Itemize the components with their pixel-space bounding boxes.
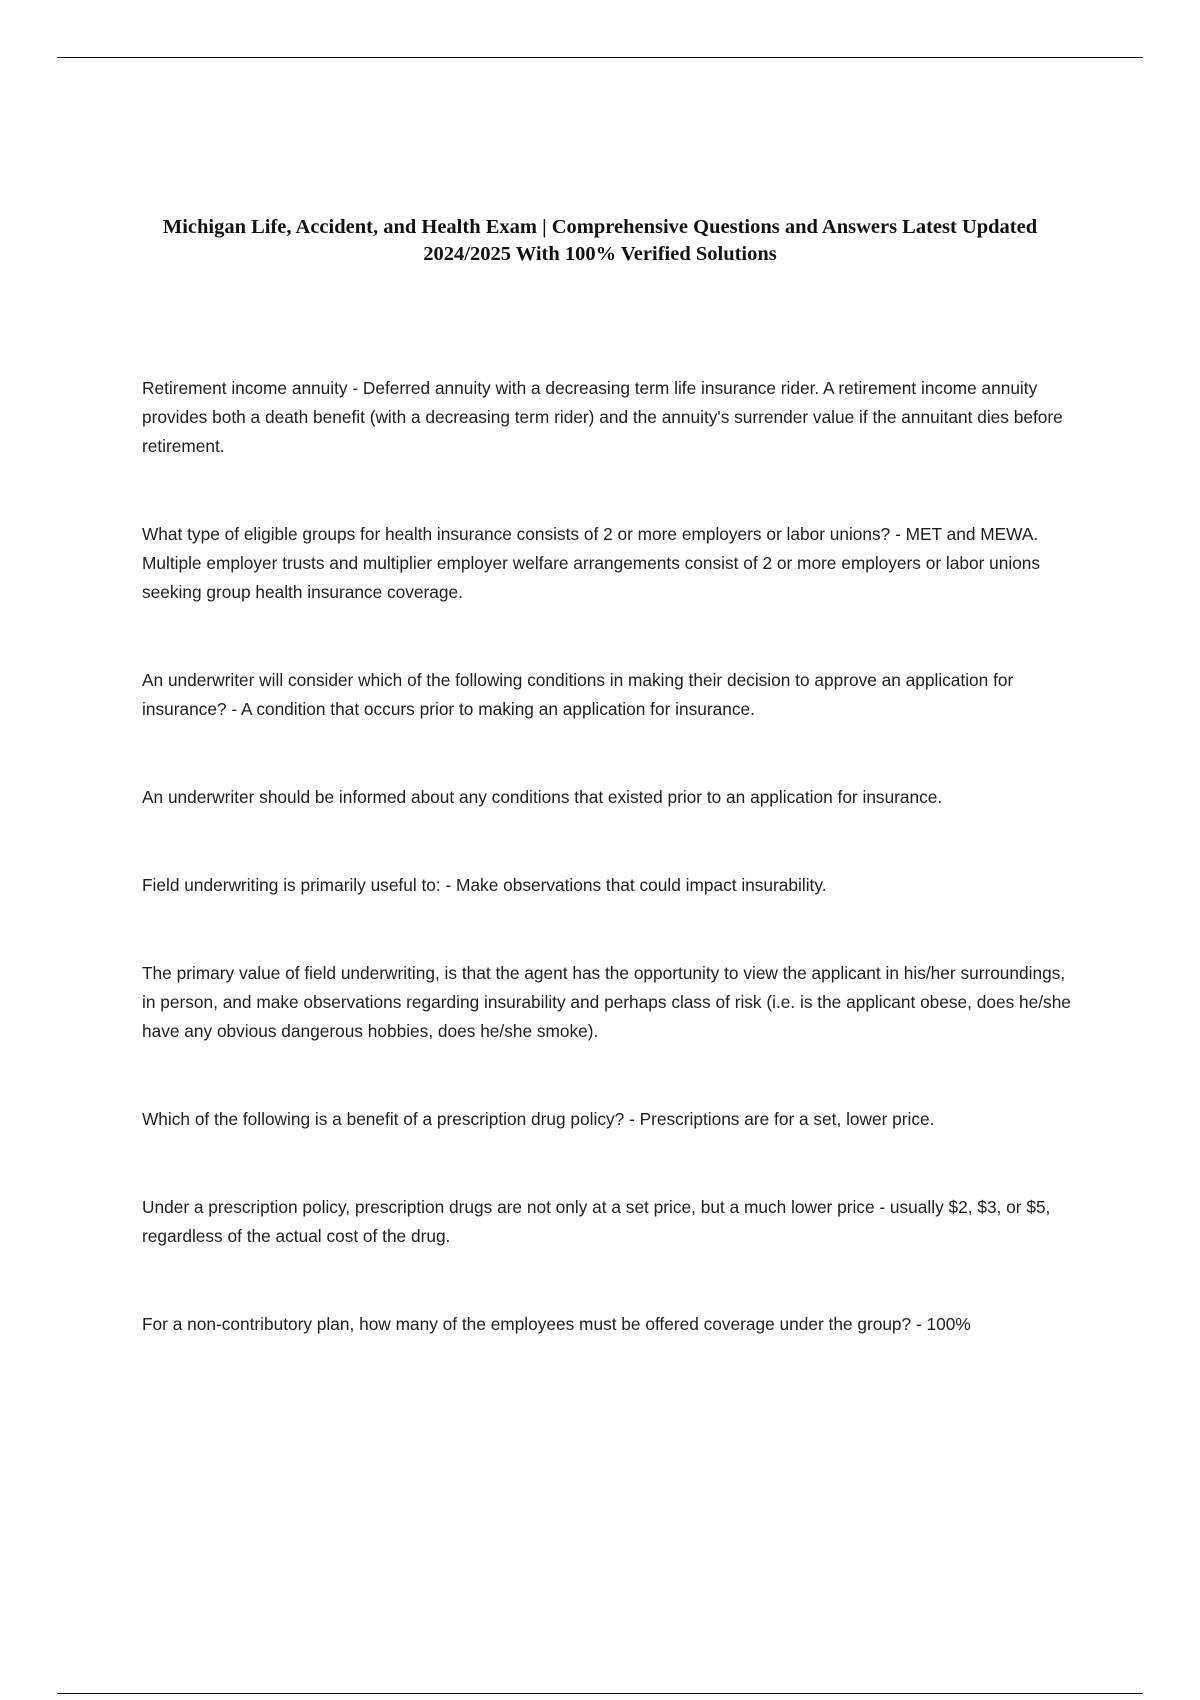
document-title: Michigan Life, Accident, and Health Exam | Comprehensive Questions and Answers Latest Updated 2024/2025 With 100% Verified Solutions <box>162 216 1038 265</box>
document-body <box>142 374 1072 1339</box>
paragraph-field-underwriting-value: The primary value of field underwriting, is that the agent has the opportunity to view the applicant in his/her surroundings, in person, and make observations regarding insurability and perhaps class of risk (i.e. is the applicant obese, does he/she have any obvious dangerous hobbies, does he/she smoke). <box>142 963 1071 1041</box>
paragraph-met-mewa: What type of eligible groups for health insurance consists of 2 or more employers or labor unions? - MET and MEWA. Multiple employer trusts and multiplier employer welfare arrangements consist of 2 or more employers or labor unions seeking group health insurance coverage. <box>142 524 1041 602</box>
paragraph-field-underwriting: Field underwriting is primarily useful to: - Make observations that could impact insurability. <box>142 875 827 895</box>
bottom-rule <box>57 1693 1143 1694</box>
paragraph-underwriter-conditions: An underwriter will consider which of the following conditions in making their decision to approve an application for insurance? - A condition that occurs prior to making an application for insurance. <box>142 670 1014 719</box>
top-rule <box>57 57 1143 58</box>
paragraph-underwriter-informed: An underwriter should be informed about any conditions that existed prior to an application for insurance. <box>142 787 943 807</box>
paragraph-non-contributory-plan: For a non-contributory plan, how many of the employees must be offered coverage under the group? - 100% <box>142 1314 971 1334</box>
paragraph-retirement-income-annuity: Retirement income annuity - Deferred annuity with a decreasing term life insurance rider. A retirement income annuity provides both a death benefit (with a decreasing term rider) and the annuity's surrender value if the annuitant dies before retirement. <box>142 378 1063 456</box>
paragraph-prescription-benefit: Which of the following is a benefit of a prescription drug policy? - Prescriptions are for a set, lower price. <box>142 1109 935 1129</box>
paragraph-prescription-price: Under a prescription policy, prescription drugs are not only at a set price, but a much lower price - usually $2, $3, or $5, regardless of the actual cost of the drug. <box>142 1197 1051 1246</box>
